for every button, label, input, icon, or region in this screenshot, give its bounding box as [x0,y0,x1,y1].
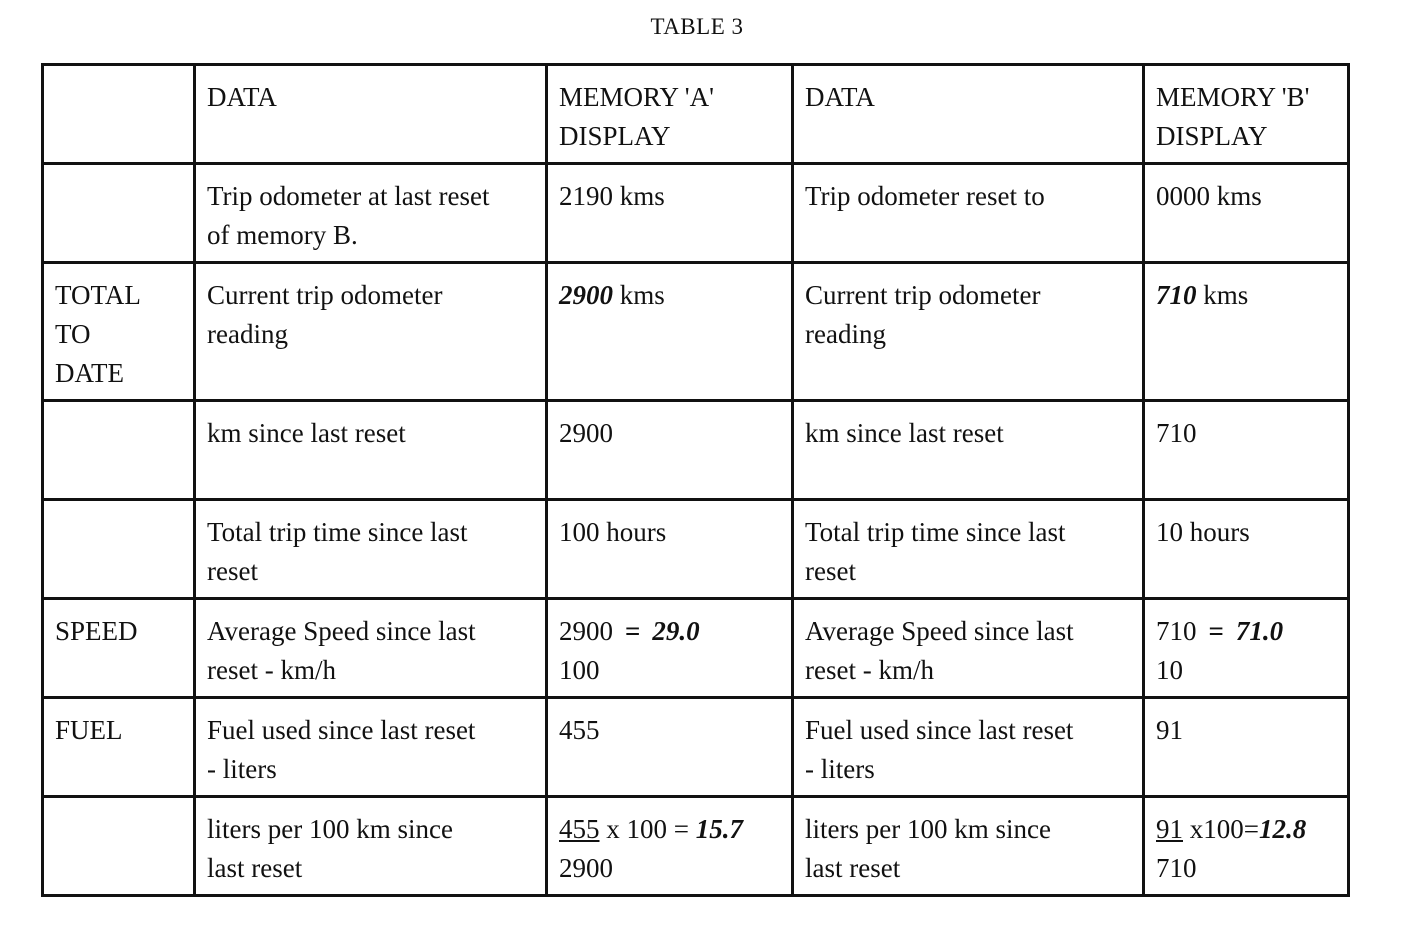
memory-b-value [1144,263,1349,401]
value-unit: kms [613,280,665,310]
data-b-cell: Fuel used since last reset - liters [793,698,1144,797]
memory-a-value [547,263,793,401]
fraction-numerator: 91 [1156,814,1183,844]
memory-a-value: 2190 kms [547,164,793,263]
data-a-cell: Fuel used since last reset - liters [195,698,547,797]
table-header-row [43,65,1349,164]
memory-b-value: 10 hours [1144,500,1349,599]
header-data-a: DATA [195,65,547,164]
memory-a-value [547,797,793,896]
data-b-cell: Average Speed since last reset - km/h [793,599,1144,698]
memory-b-value [1144,797,1349,896]
value-number: 2900 [559,280,613,310]
data-table [41,63,1350,897]
memory-a-value [547,599,793,698]
data-a-cell: Trip odometer at last reset of memory B. [195,164,547,263]
data-b-cell: liters per 100 km since last reset [793,797,1144,896]
table-row [43,797,1349,896]
category-cell: SPEED [43,599,195,698]
result-value: 71.0 [1235,616,1284,646]
fraction-numerator: 455 [559,814,600,844]
memory-b-value: 710 [1144,401,1349,500]
category-cell [43,500,195,599]
header-memory-b: MEMORY 'B' DISPLAY [1144,65,1349,164]
fraction-denominator: 10 [1156,655,1183,685]
data-b-cell: Trip odometer reset to [793,164,1144,263]
data-a-cell: km since last reset [195,401,547,500]
memory-b-value: 91 [1144,698,1349,797]
result-value: 12.8 [1258,814,1307,844]
header-blank-cell [43,65,195,164]
data-a-cell: liters per 100 km since last reset [195,797,547,896]
value-unit: kms [1196,280,1249,310]
data-a-cell: Current trip odometer reading [195,263,547,401]
category-cell: FUEL [43,698,195,797]
fraction-denominator: 710 [1156,853,1197,883]
fraction-denominator: 2900 [559,853,613,883]
table-row [43,164,1349,263]
header-memory-a: MEMORY 'A' DISPLAY [547,65,793,164]
header-data-b: DATA [793,65,1144,164]
table-row [43,698,1349,797]
memory-b-value: 0000 kms [1144,164,1349,263]
equals-sign: = [1208,616,1224,646]
memory-a-value: 100 hours [547,500,793,599]
category-cell [43,164,195,263]
operator-text: x100= [1183,814,1259,844]
table-row [43,401,1349,500]
data-b-cell: km since last reset [793,401,1144,500]
table-row [43,599,1349,698]
memory-a-value: 2900 [547,401,793,500]
data-a-cell: Average Speed since last reset - km/h [195,599,547,698]
data-b-cell: Total trip time since last reset [793,500,1144,599]
fraction-numerator: 2900 [559,616,613,646]
category-cell [43,797,195,896]
fraction-denominator: 100 [559,655,600,685]
memory-a-value: 455 [547,698,793,797]
table-row [43,263,1349,401]
table-row [43,500,1349,599]
table-title: TABLE 3 [650,14,744,39]
result-value: 29.0 [652,616,700,646]
result-value: 15.7 [695,814,743,844]
equals-sign: = [625,616,641,646]
memory-b-value [1144,599,1349,698]
fraction-numerator: 710 [1156,616,1197,646]
data-a-cell: Total trip time since last reset [195,500,547,599]
value-number: 710 [1156,280,1197,310]
category-cell [43,401,195,500]
category-cell: TOTAL TO DATE [43,263,195,401]
data-b-cell: Current trip odometer reading [793,263,1144,401]
operator-text: x 100 = [599,814,696,844]
